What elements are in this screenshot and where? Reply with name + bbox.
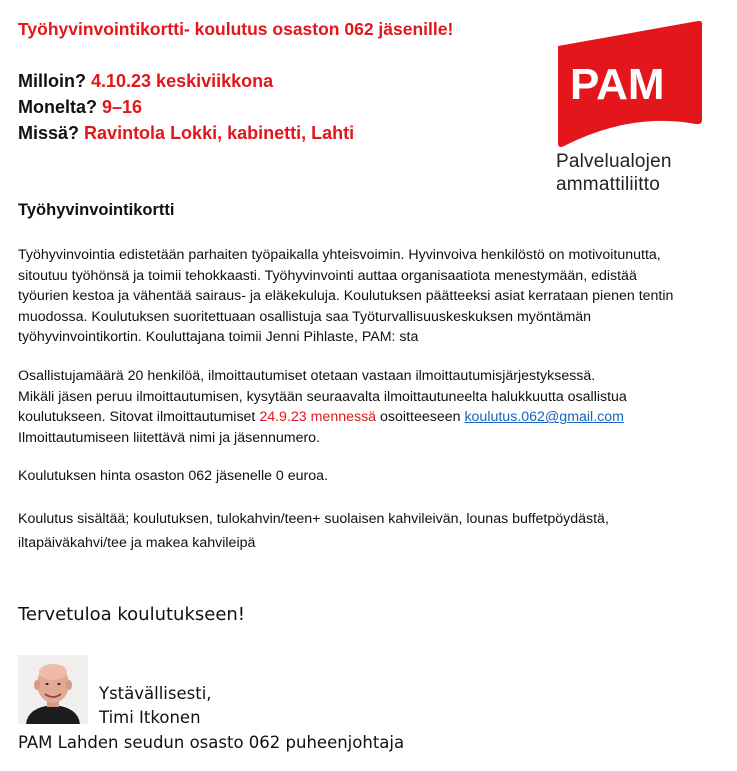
text-line: työhyvinvointikortin. Kouluttajana toimii Jenni Pihlaste, PAM: sta (18, 329, 419, 346)
pam-flag-icon (556, 18, 706, 148)
when-label: Milloin? (18, 71, 86, 91)
text-line: Koulutus sisältää; koulutuksen, tulokahvin/teen+ suolaisen kahvileivän, lounas buffetpöydästä, (18, 511, 609, 527)
paragraph-price (18, 466, 730, 487)
signature-name: Timi Itkonen (99, 708, 201, 727)
info-where (18, 123, 354, 144)
pam-logo (556, 18, 706, 198)
text-line: Ilmoittautumiseen liitettävä nimi ja jäsennumero. (18, 429, 321, 446)
pam-wordmark: PAM (570, 60, 665, 109)
text-line: muodossa. Koulutuksen suoritettuaan osallistuja saa Työturvallisuuskeskuksen myöntämän (18, 308, 592, 325)
when-value: 4.10.23 keskiviikkona (91, 71, 274, 91)
paragraph-contents (18, 507, 730, 555)
paragraph-registration (18, 366, 730, 448)
text-line (18, 407, 730, 428)
info-when (18, 71, 273, 92)
time-value: 9–16 (102, 97, 143, 117)
line3-start: koulutukseen. Sitovat ilmoittautumiset (18, 409, 256, 426)
text-line: Mikäli jäsen peruu ilmoittautumisen, kysytään seuraavalta ilmoittautuneelta halukkuutta osallistua (18, 388, 627, 405)
text-line: Työhyvinvointia edistetään parhaiten työpaikalla yhteisvoimin. Hyvinvoiva henkilöstö on motivoitunutta, (18, 247, 661, 263)
page-title: Työhyvinvointikortti- koulutus osaston 062 jäsenille! (18, 19, 454, 39)
text-line: Osallistujamäärä 20 henkilöä, ilmoittautumiset otetaan vastaan ilmoittautumisjärjestyksessä. (18, 368, 596, 384)
time-label: Monelta? (18, 97, 97, 117)
text-line: sitoutuu työhönsä ja toimii tehokkaasti. Työhyvinvointi auttaa organisaatiota menestymään, edistää (18, 267, 637, 284)
deadline-date: 24.9.23 mennessä (259, 409, 377, 426)
info-time (18, 97, 142, 118)
text-line: iltapäiväkahvi/tee ja makea kahvileipä (18, 535, 256, 551)
logo-line2: ammattiliitto (556, 174, 660, 195)
section-heading: Työhyvinvointikortti (18, 201, 175, 219)
welcome-text: Tervetuloa koulutukseen! (18, 604, 246, 625)
where-value: Ravintola Lokki, kabinetti, Lahti (84, 123, 355, 143)
text-line: työurien kestoa ja vähentää sairaus- ja eläkekuluja. Koulutuksen päätteeksi asiat kerrataan pienen tentin (18, 288, 674, 305)
line3-mid: osoitteeseen (380, 409, 461, 426)
where-label: Missä? (18, 123, 80, 143)
avatar (18, 655, 88, 724)
email-link[interactable]: koulutus.062@gmail.com (464, 409, 624, 426)
signature-role: PAM Lahden seudun osasto 062 puheenjohtaja (18, 733, 405, 752)
person-photo-icon (18, 655, 88, 724)
signature-greeting: Ystävällisesti, (99, 684, 212, 703)
paragraph-description (18, 245, 730, 348)
logo-line1: Palvelualojen (556, 151, 672, 172)
text-line: Koulutuksen hinta osaston 062 jäsenelle 0 euroa. (18, 468, 328, 484)
